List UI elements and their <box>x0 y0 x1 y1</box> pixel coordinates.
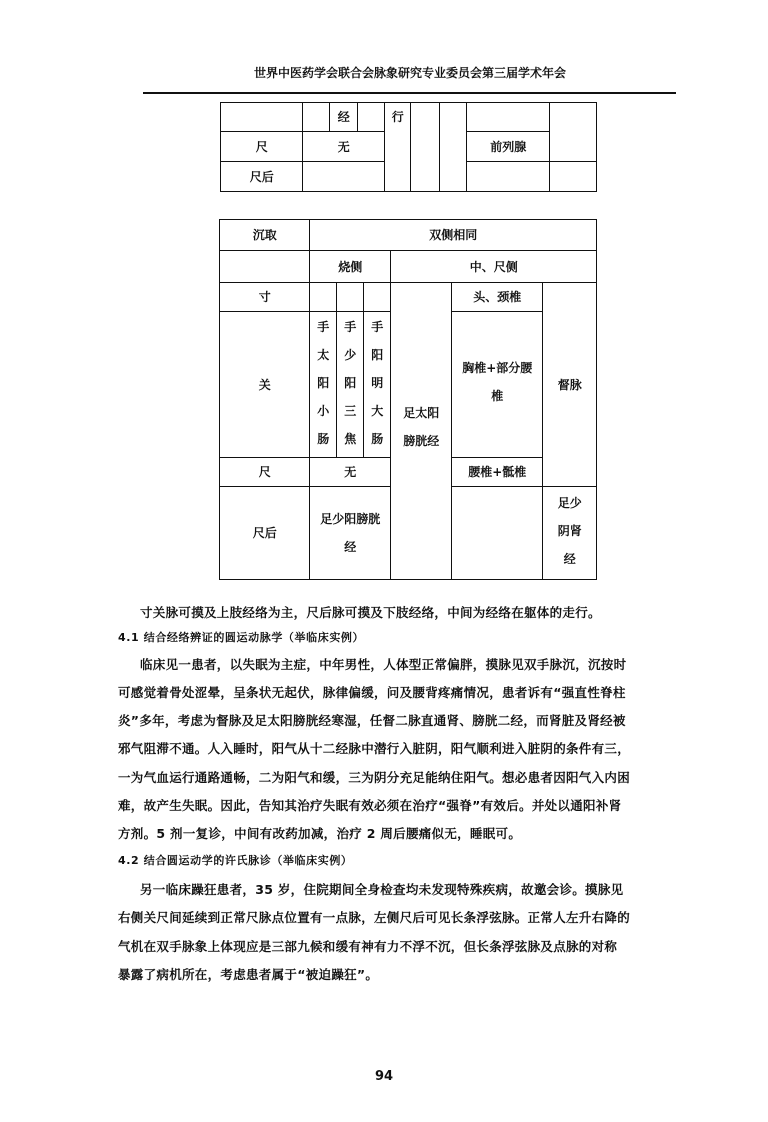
paragraph-line: 临床见一患者，以失眠为主症，中年男性，人体型正常偏胖，摸脉见双手脉沉，沉按时 <box>140 657 627 672</box>
cell-text: 明 <box>371 376 384 391</box>
table-cell: 行 <box>384 102 411 192</box>
table-cell <box>549 161 597 192</box>
paragraph-line: 暴露了病机所在，考虑患者属于“被迫躁狂”。 <box>118 967 379 982</box>
cell-text: 肠 <box>317 432 330 447</box>
table-cell <box>336 311 364 458</box>
table-cell: 尺后 <box>219 486 310 580</box>
table-cell <box>542 486 597 580</box>
cell-text: 大 <box>371 404 384 419</box>
cell-text: 膀胱经 <box>403 434 440 449</box>
cell-text: 阳 <box>344 376 357 391</box>
paragraph-line: 炎”多年，考虑为督脉及足太阳膀胱经寒湿，任督二脉直通肾、膀胱二经，而肾脏及肾经被 <box>118 713 626 728</box>
cell-text: 经 <box>563 552 576 567</box>
table-cell <box>220 102 303 132</box>
paragraph-line: 方剂。5 剂一复诊，中间有改药加减，治疗 2 周后腰痛似无，睡眠可。 <box>118 826 522 841</box>
paragraph-line: 另一临床躁狂患者，35 岁，住院期间全身检查均未发现特殊疾病，故邀会诊。摸脉见 <box>140 882 624 897</box>
cell-text: 阳 <box>371 348 384 363</box>
cell-text: 手 <box>344 320 357 335</box>
table-cell: 沉取 <box>219 219 310 251</box>
table-cell <box>309 311 337 458</box>
table-cell <box>410 102 440 192</box>
table-cell <box>439 102 467 192</box>
table-cell: 烧侧 <box>309 250 391 283</box>
table-cell: 寸 <box>219 282 310 312</box>
cell-text: 足少阳膀胱 <box>320 512 381 527</box>
paragraph-line: 右侧关尺间延续到正常尺脉点位置有一点脉，左侧尺后可见长条浮弦脉。正常人左升右降的 <box>118 910 631 925</box>
table-cell: 前列腺 <box>466 131 550 162</box>
cell-text: 经 <box>344 540 357 555</box>
table-cell <box>466 102 550 132</box>
table-cell <box>302 161 385 192</box>
section-heading-4-2: 4.2 结合圆运动学的许氏脉诊（举临床实例） <box>118 854 353 867</box>
table-cell <box>363 311 391 458</box>
table-cell <box>451 486 543 580</box>
paragraph-line: 气机在双手脉象上体现应是三部九候和缓有神有力不浮不沉，但长条浮弦脉及点脉的对称 <box>118 939 618 954</box>
table-cell: 无 <box>309 457 391 487</box>
paragraph-line: 难，故产生失眠。因此，告知其治疗失眠有效必须在治疗“强脊”有效后。并处以通阳补肾 <box>118 798 622 813</box>
section-heading-4-1: 4.1 结合经络辨证的圆运动脉学（举临床实例） <box>118 631 365 644</box>
table-cell <box>451 311 543 458</box>
cell-text: 手 <box>317 320 330 335</box>
cell-text: 肠 <box>371 432 384 447</box>
table-cell: 无 <box>302 131 385 162</box>
table-cell <box>363 282 391 312</box>
cell-text: 足太阳 <box>403 406 440 421</box>
paragraph-line: 寸关脉可摸及上肢经络为主，尺后脉可摸及下肢经络，中间为经络在躯体的走行。 <box>140 605 601 620</box>
table-cell: 尺 <box>219 457 310 487</box>
cell-text: 胸椎+部分腰 <box>462 361 533 376</box>
table-cell <box>219 250 310 283</box>
cell-text: 手 <box>371 320 384 335</box>
table-cell <box>466 161 550 192</box>
table-cell: 头、颈椎 <box>451 282 543 312</box>
cell-text: 阴肾 <box>557 524 582 539</box>
table-cell: 腰椎+骶椎 <box>451 457 543 487</box>
table-cell: 经 <box>329 102 358 132</box>
cell-text: 太 <box>317 348 330 363</box>
table-cell <box>357 102 385 132</box>
table-cell: 双侧相同 <box>309 219 597 251</box>
header-rule <box>143 92 676 94</box>
running-header: 世界中医药学会联合会脉象研究专业委员会第三届学术年会 <box>253 66 566 80</box>
paragraph-line: 可感觉着骨处涩晕，呈条状无起伏，脉律偏缓，问及腰背疼痛情况，患者诉有“强直性脊柱 <box>118 685 626 700</box>
table-cell: 尺 <box>220 131 303 162</box>
cell-text: 阳 <box>317 376 330 391</box>
cell-text: 足少 <box>557 496 582 511</box>
cell-text: 三 <box>344 404 357 419</box>
cell-text: 少 <box>344 348 357 363</box>
cell-text: 椎 <box>491 389 504 404</box>
table-cell <box>309 486 391 580</box>
table-cell <box>549 102 597 162</box>
table-cell: 督脉 <box>542 282 597 487</box>
cell-text: 焦 <box>344 432 357 447</box>
table-cell: 中、尺侧 <box>390 250 597 283</box>
table-cell <box>390 282 452 580</box>
table-cell <box>302 102 330 132</box>
page-number: 94 <box>374 1069 394 1084</box>
table-cell: 关 <box>219 311 310 458</box>
table-cell <box>309 282 337 312</box>
table-cell <box>336 282 364 312</box>
paragraph-line: 邪气阻滞不通。人入睡时，阳气从十二经脉中潜行入脏阴，阳气顺利进入脏阴的条件有三， <box>118 741 631 756</box>
cell-text: 小 <box>317 404 330 419</box>
paragraph-line: 一为气血运行通路通畅，二为阳气和缓，三为阴分充足能纳住阳气。想必患者因阳气入内困 <box>118 770 631 785</box>
table-cell: 尺后 <box>220 161 303 192</box>
